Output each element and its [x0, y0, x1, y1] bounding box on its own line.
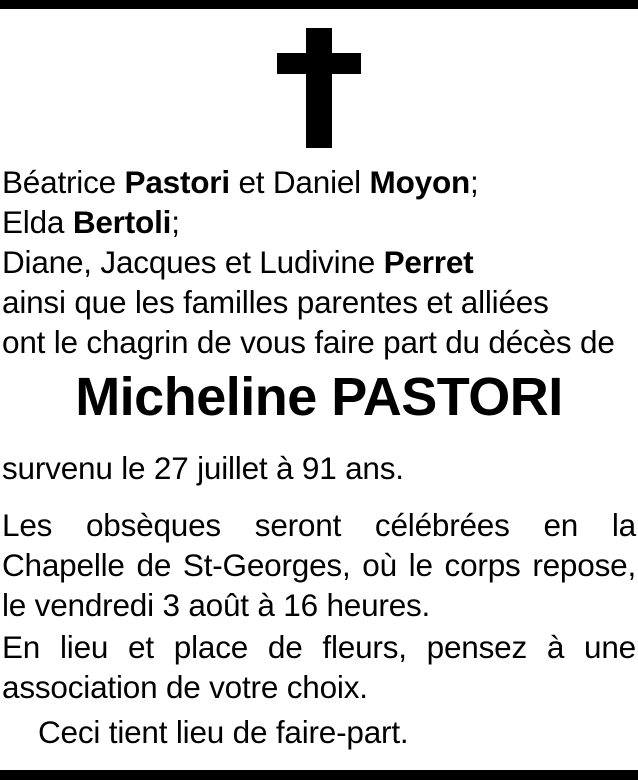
text-segment: Bertoli — [72, 204, 172, 240]
mourners-line — [2, 322, 636, 362]
text-segment: ; — [470, 164, 479, 200]
text-segment: Béatrice — [2, 164, 125, 200]
text-segment: Perret — [383, 244, 474, 280]
deceased-name: Micheline PASTORI — [75, 367, 563, 427]
text-segment: Moyon — [369, 164, 471, 200]
text-segment: et Daniel — [229, 164, 370, 200]
mourners-line — [2, 162, 636, 202]
notice-content — [0, 162, 638, 752]
latin-cross-icon — [277, 28, 361, 148]
top-rule — [0, 0, 638, 9]
mourners-line — [2, 202, 636, 242]
text-segment: ainsi que les familles parentes et alliées — [2, 284, 549, 320]
mourners-line — [2, 242, 636, 282]
closing-line: Ceci tient lieu de faire-part. — [38, 714, 409, 750]
text-segment: Elda — [2, 204, 73, 240]
mourners-list — [2, 162, 636, 362]
text-segment: ont le chagrin de vous faire part du décès de — [2, 324, 615, 360]
death-line: survenu le 27 juillet à 91 ans. — [2, 450, 404, 486]
text-segment: Pastori — [124, 164, 230, 200]
funeral-paragraph: Les obsèques seront célébrées en la Chapelle de St-Georges, où le corps repose, le vendredi 3 août à 16 heures. — [2, 507, 636, 623]
mourners-line — [2, 282, 636, 322]
flowers-paragraph: En lieu et place de fleurs, pensez à une association de votre choix. — [2, 629, 636, 705]
text-segment: Diane, Jacques et Ludivine — [2, 244, 384, 280]
bottom-rule — [0, 770, 638, 780]
text-segment: ; — [171, 204, 180, 240]
